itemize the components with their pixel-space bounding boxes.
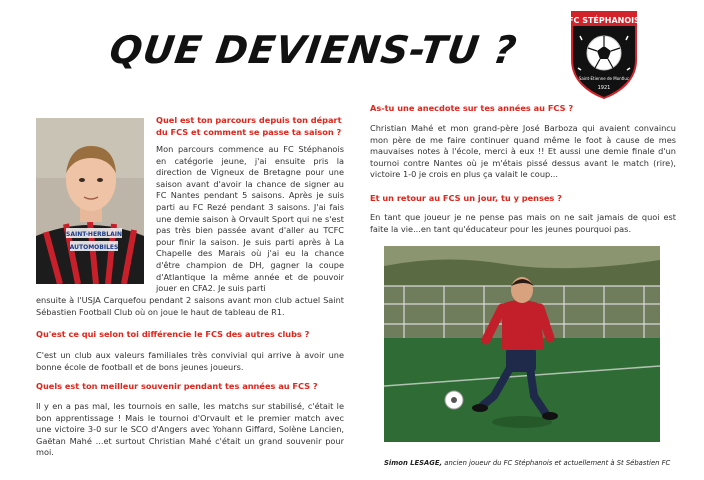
photo-caption xyxy=(384,459,684,467)
answer-parcours: Mon parcours commence au FC Stéphanois en catégorie jeune, j'ai ensuite pris la direction de Vigneux de Bretagne pour une saison avant d'avoir la chance de signer au FC Nantes pendant 5 saisons. Après je suis parti au FC Rezé pendant 3 saisons. J'ai fais une demie saison à Orvault Sport qui ne s'est pas très bien passée avant d'aller au TCFC pour finir la saison. Je suis parti après à La Chapelle des Marais où j'ai eu la chance d'être champion de DH, gagner la coupe d'Atlantique la même année et de pouvoir jouer en CFA2. Je suis parti xyxy=(156,144,344,294)
answer-anecdote: Christian Mahé et mon grand-père José Barboza qui avaient convaincu mon père de me faire continuer quand même le foot à cause de mes mauvaises notes à l'école, merci à eux !! Et aussi une demie finale d'un tournoi contre Nantes où je m'étais pissé dessus avant le match (rire), victoire 1-0 je crois en plus ça valait le coup... xyxy=(370,123,676,180)
answer-retour: En tant que joueur je ne pense pas mais on ne sait jamais de quoi est faite la vie...en tant qu'éducateur pour les jeunes pourquoi pas. xyxy=(370,212,676,234)
caption-name: Simon LESAGE, xyxy=(384,459,443,467)
page-title: QUE DEVIENS-TU ? xyxy=(106,28,520,72)
logo-club-name: FC STÉPHANOIS xyxy=(568,16,640,25)
answer-difference: C'est un club aux valeurs familiales très convivial qui arrive à avoir une bonne école de football et de bons jeunes joueurs. xyxy=(36,350,344,372)
answer-parcours-continued: ensuite à l'USJA Carquefou pendant 2 saisons avant mon club actuel Saint Sébastien Football Club où on joue le haut de tableau de R1. xyxy=(36,295,344,317)
answer-souvenir: Il y en a pas mal, les tournois en salle, les matchs sur stabilisé, c'était le bon apprentissage ! Mais le tournoi d'Orvault et le premier match avec une victoire 3-0 sur le SCO d'Angers avec Yohann Giffard, Solène Lancien, Gaëtan Mahé ...et surtout Christian Mahé c'était un grand souvenir pour moi. xyxy=(36,401,344,458)
question-retour: Et un retour au FCS un jour, tu y penses ? xyxy=(370,193,562,203)
shirt-sponsor-line1: SAINT-HERBLAIN xyxy=(66,231,122,238)
question-anecdote: As-tu une anecdote sur tes années au FCS ? xyxy=(370,103,574,113)
club-logo xyxy=(566,8,642,100)
question-parcours: Quel est ton parcours depuis ton départ du FCS et comment se passe ta saison ? xyxy=(156,115,342,137)
question-difference: Qu'est ce qui selon toi différencie le FCS des autres clubs ? xyxy=(36,329,310,339)
photo-young-player xyxy=(36,118,144,284)
photo-current-player xyxy=(384,246,660,442)
question-souvenir: Quels est ton meilleur souvenir pendant tes années au FCS ? xyxy=(36,381,318,391)
logo-motto: Saint-Etienne de Montluc xyxy=(578,76,630,81)
logo-year: 1921 xyxy=(597,85,611,91)
shirt-sponsor-line2: AUTOMOBILES xyxy=(69,244,119,251)
caption-text: ancien joueur du FC Stéphanois et actuellement à St Sébastien FC xyxy=(444,459,671,467)
